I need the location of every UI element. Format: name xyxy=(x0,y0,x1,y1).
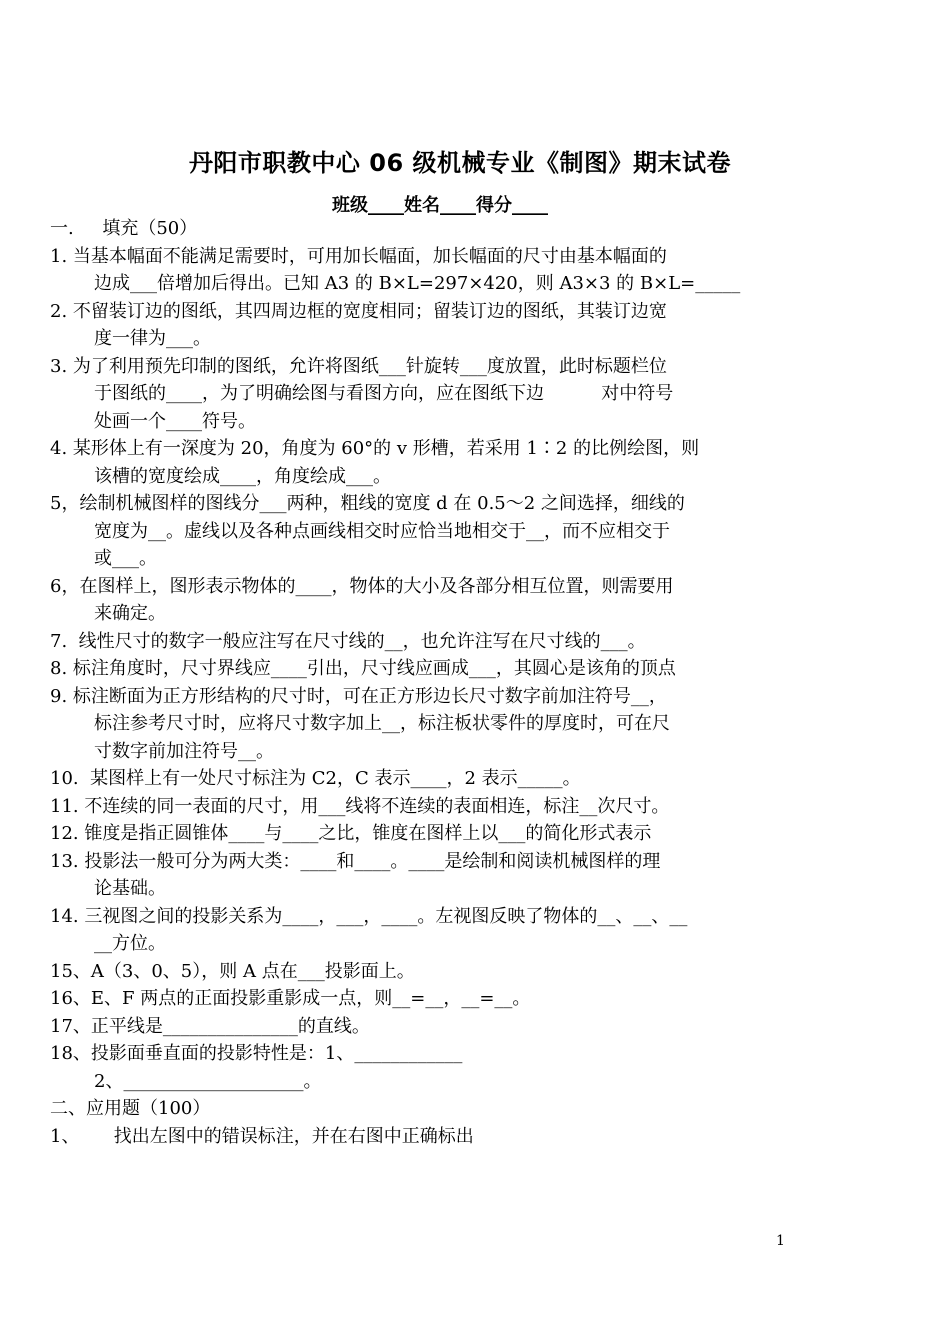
text-line: 9. 标注断面为正方形结构的尺寸时，可在正方形边长尺寸数字前加注符号__， xyxy=(50,685,667,707)
text-line: 该槽的宽度绘成____，角度绘成___。 xyxy=(94,465,391,487)
text-line: 4. 某形体上有一深度为 20，角度为 60°的 v 形槽，若采用 1∶2 的比例绘图，则 xyxy=(50,438,700,459)
text-line: 边成___倍增加后得出。已知 A3 的 B×L=297×420，则 A3×3 的 B×L=_____ xyxy=(94,273,741,294)
text-line: 11. 不连续的同一表面的尺寸，用___线将不连续的表面相连，标注__次尺寸。 xyxy=(50,795,670,817)
student-info-line: 班级____姓名____得分____ xyxy=(332,195,548,216)
text-line: 1、 找出左图中的错误标注，并在右图中正确标出 xyxy=(50,1125,474,1147)
text-line: 或___。 xyxy=(94,548,157,569)
text-line: 于图纸的____，为了明确绘图与看图方向，应在图纸下边 对中符号 xyxy=(94,383,674,404)
text-line: 10. 某图样上有一处尺寸标注为 C2，C 表示____，2 表示_____。 xyxy=(50,768,581,789)
text-line: 宽度为__。虚线以及各种点画线相交时应恰当地相交于__，而不应相交于 xyxy=(94,520,670,542)
exam-body xyxy=(50,215,790,1150)
text-line: 2、____________________。 xyxy=(94,1070,322,1092)
page-number: 1 xyxy=(776,1233,785,1249)
text-line: 7. 线性尺寸的数字一般应注写在尺寸线的__，也允许注写在尺寸线的___。 xyxy=(50,630,646,652)
text-line: __方位。 xyxy=(94,933,166,954)
text-line: 1. 当基本幅面不能满足需要时，可用加长幅面，加长幅面的尺寸由基本幅面的 xyxy=(50,245,667,267)
text-line: 度一律为___。 xyxy=(94,328,211,349)
text-line: 12. 锥度是指正圆锥体____与____之比，锥度在图样上以___的简化形式表示 xyxy=(50,823,652,844)
text-line: 17、正平线是_______________的直线。 xyxy=(50,1015,370,1037)
text-line: 15、A（3、0、5），则 A 点在___投影面上。 xyxy=(50,960,415,982)
text-line: 标注参考尺寸时，应将尺寸数字加上__，标注板状零件的厚度时，可在尺 xyxy=(94,713,670,734)
text-line: 14. 三视图之间的投影关系为____，___，____。左视图反映了物体的__、__、__ xyxy=(50,905,688,927)
text-line: 13. 投影法一般可分为两大类：____和____。____是绘制和阅读机械图样的理 xyxy=(50,850,661,872)
text-line: 16、E、F 两点的正面投影重影成一点，则__=__，__=__。 xyxy=(50,988,531,1009)
text-line: 论基础。 xyxy=(94,878,166,899)
text-line: 二、应用题（100） xyxy=(50,1098,211,1119)
text-line: 一. 填充（50） xyxy=(50,218,198,239)
text-line: 处画一个____符号。 xyxy=(94,410,256,432)
text-line: 来确定。 xyxy=(94,603,166,624)
text-line: 寸数字前加注符号__。 xyxy=(94,740,274,762)
text-line: 2. 不留装订边的图纸，其四周边框的宽度相同；留装订边的图纸，其装订边宽 xyxy=(50,300,667,322)
exam-title: 丹阳市职教中心 06 级机械专业《制图》期末试卷 xyxy=(188,149,732,177)
text-line: 18、投影面垂直面的投影特性是：1、____________ xyxy=(50,1043,463,1064)
text-line: 6，在图样上，图形表示物体的____，物体的大小及各部分相互位置，则需要用 xyxy=(50,575,674,597)
text-line: 8. 标注角度时，尺寸界线应____引出，尺寸线应画成___，其圆心是该角的顶点 xyxy=(50,658,676,679)
text-line: 5，绘制机械图样的图线分___两种，粗线的宽度 d 在 0.5～2 之间选择，细线的 xyxy=(50,493,685,514)
text-line: 3. 为了利用预先印制的图纸，允许将图纸___针旋转___度放置，此时标题栏位 xyxy=(50,355,667,377)
